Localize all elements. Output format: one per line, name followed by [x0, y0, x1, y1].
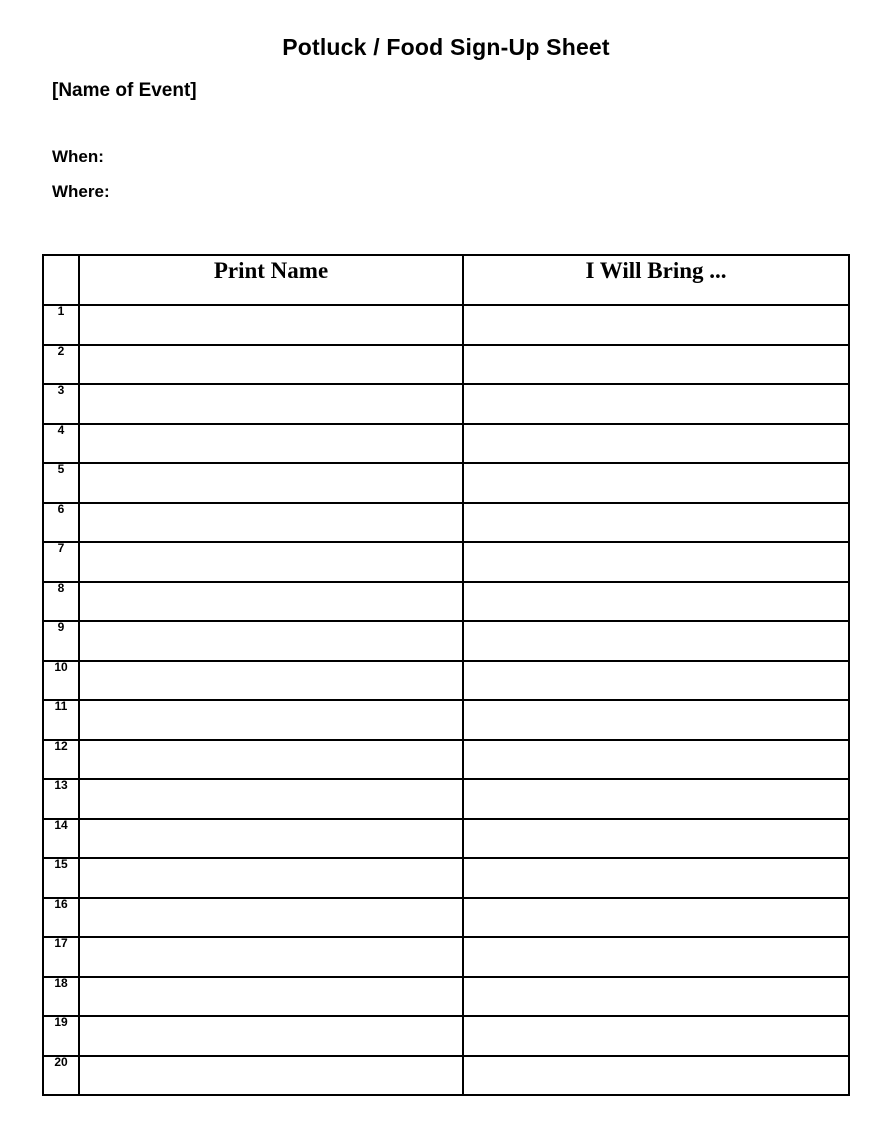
i-will-bring-cell[interactable]: [463, 503, 849, 543]
i-will-bring-cell[interactable]: [463, 582, 849, 622]
table-row: [43, 779, 849, 819]
signup-table: [42, 254, 850, 1096]
row-number: 1: [43, 305, 79, 345]
i-will-bring-cell[interactable]: [463, 463, 849, 503]
row-number: 9: [43, 621, 79, 661]
row-number: 10: [43, 661, 79, 701]
print-name-cell[interactable]: [79, 463, 463, 503]
print-name-cell[interactable]: [79, 345, 463, 385]
print-name-cell[interactable]: [79, 424, 463, 464]
table-header-row: [43, 255, 849, 305]
table-row: [43, 384, 849, 424]
table-row: [43, 463, 849, 503]
i-will-bring-cell[interactable]: [463, 977, 849, 1017]
table-row: [43, 1056, 849, 1096]
print-name-cell[interactable]: [79, 661, 463, 701]
table-row: [43, 621, 849, 661]
print-name-cell[interactable]: [79, 542, 463, 582]
table-row: [43, 898, 849, 938]
i-will-bring-cell[interactable]: [463, 1056, 849, 1096]
row-number: 7: [43, 542, 79, 582]
print-name-cell[interactable]: [79, 621, 463, 661]
row-number: 13: [43, 779, 79, 819]
print-name-cell[interactable]: [79, 384, 463, 424]
i-will-bring-cell[interactable]: [463, 819, 849, 859]
print-name-cell[interactable]: [79, 740, 463, 780]
table-row: [43, 740, 849, 780]
row-number: 11: [43, 700, 79, 740]
print-name-cell[interactable]: [79, 858, 463, 898]
number-column-header: [43, 255, 79, 305]
print-name-cell[interactable]: [79, 503, 463, 543]
table-row: [43, 345, 849, 385]
print-name-column-header: Print Name: [79, 255, 463, 305]
row-number: 18: [43, 977, 79, 1017]
table-row: [43, 700, 849, 740]
i-will-bring-cell[interactable]: [463, 858, 849, 898]
print-name-cell[interactable]: [79, 1016, 463, 1056]
print-name-cell[interactable]: [79, 700, 463, 740]
table-row: [43, 858, 849, 898]
row-number: 8: [43, 582, 79, 622]
i-will-bring-cell[interactable]: [463, 305, 849, 345]
table-row: [43, 503, 849, 543]
table-row: [43, 542, 849, 582]
document-title: Potluck / Food Sign-Up Sheet: [282, 34, 610, 60]
print-name-cell[interactable]: [79, 779, 463, 819]
row-number: 12: [43, 740, 79, 780]
table-row: [43, 937, 849, 977]
table-row: [43, 661, 849, 701]
print-name-cell[interactable]: [79, 937, 463, 977]
i-will-bring-cell[interactable]: [463, 661, 849, 701]
row-number: 17: [43, 937, 79, 977]
i-will-bring-cell[interactable]: [463, 937, 849, 977]
table-row: [43, 1016, 849, 1056]
row-number: 6: [43, 503, 79, 543]
when-label: When:: [52, 147, 104, 166]
row-number: 5: [43, 463, 79, 503]
i-will-bring-cell[interactable]: [463, 345, 849, 385]
i-will-bring-cell[interactable]: [463, 384, 849, 424]
table-row: [43, 819, 849, 859]
row-number: 20: [43, 1056, 79, 1096]
i-will-bring-cell[interactable]: [463, 898, 849, 938]
row-number: 2: [43, 345, 79, 385]
i-will-bring-cell[interactable]: [463, 740, 849, 780]
signup-table-body: [43, 305, 849, 1095]
print-name-cell[interactable]: [79, 819, 463, 859]
i-will-bring-cell[interactable]: [463, 542, 849, 582]
i-will-bring-cell[interactable]: [463, 621, 849, 661]
row-number: 16: [43, 898, 79, 938]
where-label: Where:: [52, 182, 110, 201]
i-will-bring-cell[interactable]: [463, 700, 849, 740]
print-name-cell[interactable]: [79, 898, 463, 938]
print-name-cell[interactable]: [79, 305, 463, 345]
row-number: 3: [43, 384, 79, 424]
row-number: 15: [43, 858, 79, 898]
i-will-bring-cell[interactable]: [463, 1016, 849, 1056]
i-will-bring-cell[interactable]: [463, 779, 849, 819]
i-will-bring-column-header: I Will Bring ...: [463, 255, 849, 305]
i-will-bring-cell[interactable]: [463, 424, 849, 464]
table-row: [43, 305, 849, 345]
row-number: 14: [43, 819, 79, 859]
table-row: [43, 977, 849, 1017]
row-number: 4: [43, 424, 79, 464]
table-row: [43, 424, 849, 464]
table-row: [43, 582, 849, 622]
print-name-cell[interactable]: [79, 977, 463, 1017]
event-name: [Name of Event]: [52, 80, 197, 101]
row-number: 19: [43, 1016, 79, 1056]
print-name-cell[interactable]: [79, 1056, 463, 1096]
print-name-cell[interactable]: [79, 582, 463, 622]
